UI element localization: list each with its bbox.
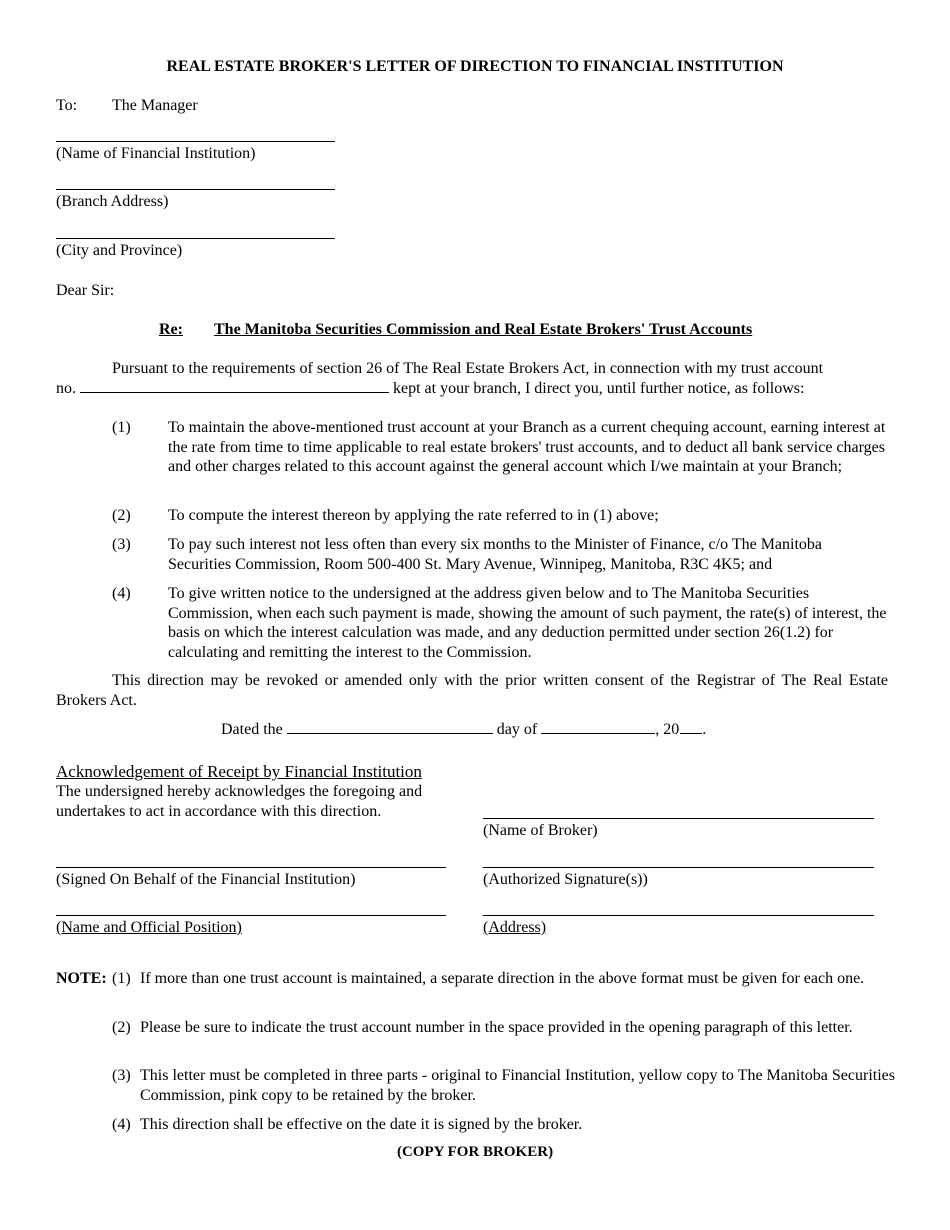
note-text: This direction shall be effective on the date it is signed by the broker.: [140, 1116, 583, 1133]
acknowledgement-heading: Acknowledgement of Receipt by Financial Institution: [56, 762, 422, 781]
note-text: If more than one trust account is maintained, a separate direction in the above format must be given for each one.: [140, 970, 865, 987]
city-province-line[interactable]: [56, 238, 335, 239]
intro-paragraph-tail: kept at your branch, I direct you, until further notice, as follows:: [393, 380, 805, 397]
note-number: (4): [112, 1116, 131, 1133]
branch-address-line[interactable]: [56, 189, 335, 190]
branch-address-label: (Branch Address): [56, 193, 169, 210]
dated-line: [221, 720, 706, 739]
broker-address-label: (Address): [483, 919, 547, 936]
city-province-label: (City and Province): [56, 242, 183, 259]
item-text: To pay such interest not less often than every six months to the Minister of Finance, c/o The Manitoba Securities Commission, Room 500-400 St. Mary Avenue, Winnipeg, Manitoba, R3C 4K5; and: [168, 536, 823, 573]
institution-name-line[interactable]: [56, 141, 335, 142]
institution-name-label: (Name of Financial Institution): [56, 145, 256, 162]
broker-address-line[interactable]: [483, 915, 874, 916]
dated-end: .: [702, 721, 707, 738]
re-subject: The Manitoba Securities Commission and Real Estate Brokers' Trust Accounts: [214, 321, 753, 338]
item-number: (4): [112, 585, 131, 602]
note-label: NOTE:: [56, 970, 107, 987]
copy-footer: (COPY FOR BROKER): [396, 1144, 554, 1160]
account-no-label: no.: [56, 380, 76, 397]
to-label: To:: [56, 97, 78, 114]
note-text: This letter must be completed in three parts - original to Financial Institution, yellow copy to The Manitoba Securities Commission, pink copy to be retained by the broker.: [140, 1067, 895, 1104]
intro-paragraph-line2: [56, 379, 804, 398]
revocation-paragraph: This direction may be revoked or amended only with the prior written consent of the Registrar of The Real Estate Brokers Act.: [56, 672, 888, 709]
note-number: (1): [112, 970, 131, 987]
trust-account-number-field[interactable]: [80, 380, 389, 393]
name-position-label: (Name and Official Position): [56, 919, 242, 936]
dated-prefix: Dated the: [221, 721, 283, 738]
item-text: To compute the interest thereon by applying the rate referred to in (1) above;: [168, 507, 659, 524]
document-title: REAL ESTATE BROKER'S LETTER OF DIRECTION TO FINANCIAL INSTITUTION: [166, 58, 784, 75]
broker-name-label: (Name of Broker): [483, 822, 598, 839]
authorized-signature-line[interactable]: [483, 867, 874, 868]
salutation: Dear Sir:: [56, 282, 115, 299]
dated-day-field[interactable]: [287, 721, 493, 734]
acknowledgement-text: The undersigned hereby acknowledges the foregoing and undertakes to act in accordance with this direction.: [56, 783, 423, 820]
authorized-signature-label: (Authorized Signature(s)): [483, 871, 648, 888]
copy-footer-text: COPY FOR BROKER: [401, 1144, 549, 1160]
intro-paragraph-line1: Pursuant to the requirements of section 26 of The Real Estate Brokers Act, in connection with my trust account: [112, 360, 824, 377]
dated-month-field[interactable]: [541, 721, 655, 734]
item-text: To maintain the above-mentioned trust account at your Branch as a current chequing account, earning interest at the rate from time to time applicable to real estate brokers' trust accounts, and to deduct all bank service charges and other charges related to this account against the general account which I/we maintain at your Branch;: [168, 419, 886, 475]
to-value: The Manager: [112, 97, 198, 114]
dated-year-field[interactable]: [680, 721, 702, 734]
institution-signature-line[interactable]: [56, 867, 446, 868]
dated-year-prefix: , 20: [655, 721, 680, 738]
item-number: (1): [112, 419, 131, 436]
item-text: To give written notice to the undersigned at the address given below and to The Manitoba Securities Commission, when each such payment is made, showing the amount of such payment, the rate(s) of interest, the basis on which the interest calculation was made, and any deduction permitted under section 26(1.2) for calculating and remitting the interest to the Commission.: [168, 585, 887, 661]
note-text: Please be sure to indicate the trust account number in the space provided in the opening paragraph of this letter.: [140, 1019, 853, 1036]
item-number: (2): [112, 507, 131, 524]
note-number: (2): [112, 1019, 131, 1036]
dated-day-of: day of: [496, 721, 538, 738]
institution-signature-label: (Signed On Behalf of the Financial Institution): [56, 871, 356, 888]
item-number: (3): [112, 536, 131, 553]
name-position-line[interactable]: [56, 915, 446, 916]
broker-name-line[interactable]: [483, 818, 874, 819]
re-label: Re:: [159, 321, 183, 338]
note-number: (3): [112, 1067, 131, 1084]
